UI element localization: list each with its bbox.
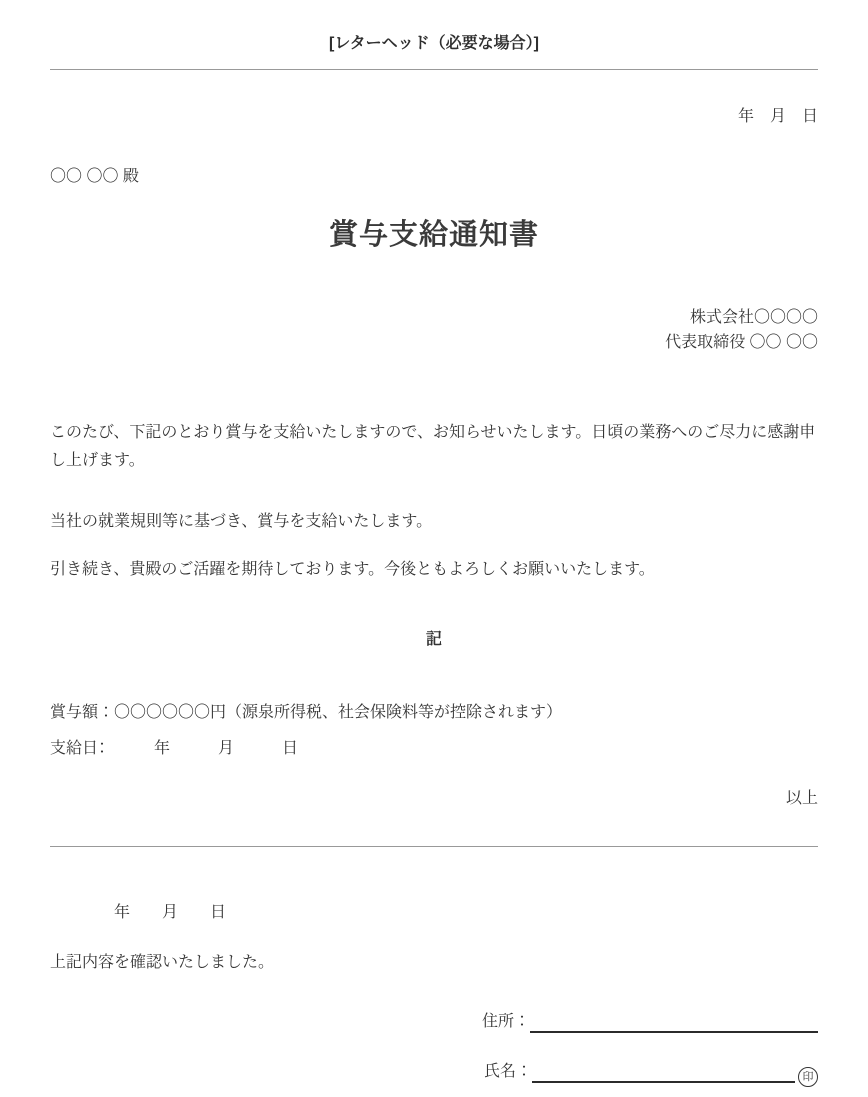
- body-paragraph-3: 引き続き、貴殿のご活躍を期待しております。今後ともよろしくお願いいたします。: [50, 561, 655, 578]
- signature-block: [50, 1008, 818, 1083]
- seal-mark-icon: 印: [798, 1067, 818, 1087]
- acknowledgment-divider: [50, 846, 818, 847]
- name-label: 氏名：: [483, 1063, 532, 1080]
- bonus-amount-line: 賞与額：〇〇〇〇〇〇円（源泉所得税、社会保険料等が控除されます）: [50, 704, 563, 721]
- body-paragraph-1: このたび、下記のとおり賞与を支給いたしますので、お知らせいたします。日頃の業務へのご尽力に感謝申し上げます。: [50, 424, 816, 469]
- letterhead-placeholder: [レターヘッド（必要な場合）]: [328, 35, 540, 52]
- body-paragraph-2: 当社の就業規則等に基づき、賞与を支給いたします。: [50, 513, 433, 530]
- recipient-name: 〇〇 〇〇 殿: [50, 168, 139, 185]
- issue-date: 年 月 日: [737, 108, 818, 125]
- header-divider: [50, 69, 818, 70]
- sender-representative: 代表取締役 〇〇 〇〇: [665, 334, 818, 351]
- address-blank-line: [530, 1013, 818, 1033]
- notice-closing: 以上: [785, 790, 818, 807]
- address-label: 住所：: [481, 1013, 530, 1030]
- name-row: [50, 1058, 818, 1083]
- notice-details: [50, 695, 818, 767]
- acknowledgment-date: 年 月 日: [114, 904, 227, 921]
- acknowledgment-statement: 上記内容を確認いたしました。: [50, 954, 275, 971]
- sender-block: [50, 305, 818, 355]
- document-title: 賞与支給通知書: [328, 219, 539, 251]
- address-row: [50, 1008, 818, 1033]
- name-blank-line: [532, 1063, 795, 1083]
- notice-heading: 記: [425, 631, 442, 648]
- sender-company: 株式会社〇〇〇〇: [689, 309, 818, 326]
- payment-date-line: 支給日： 年 月 日: [50, 740, 299, 757]
